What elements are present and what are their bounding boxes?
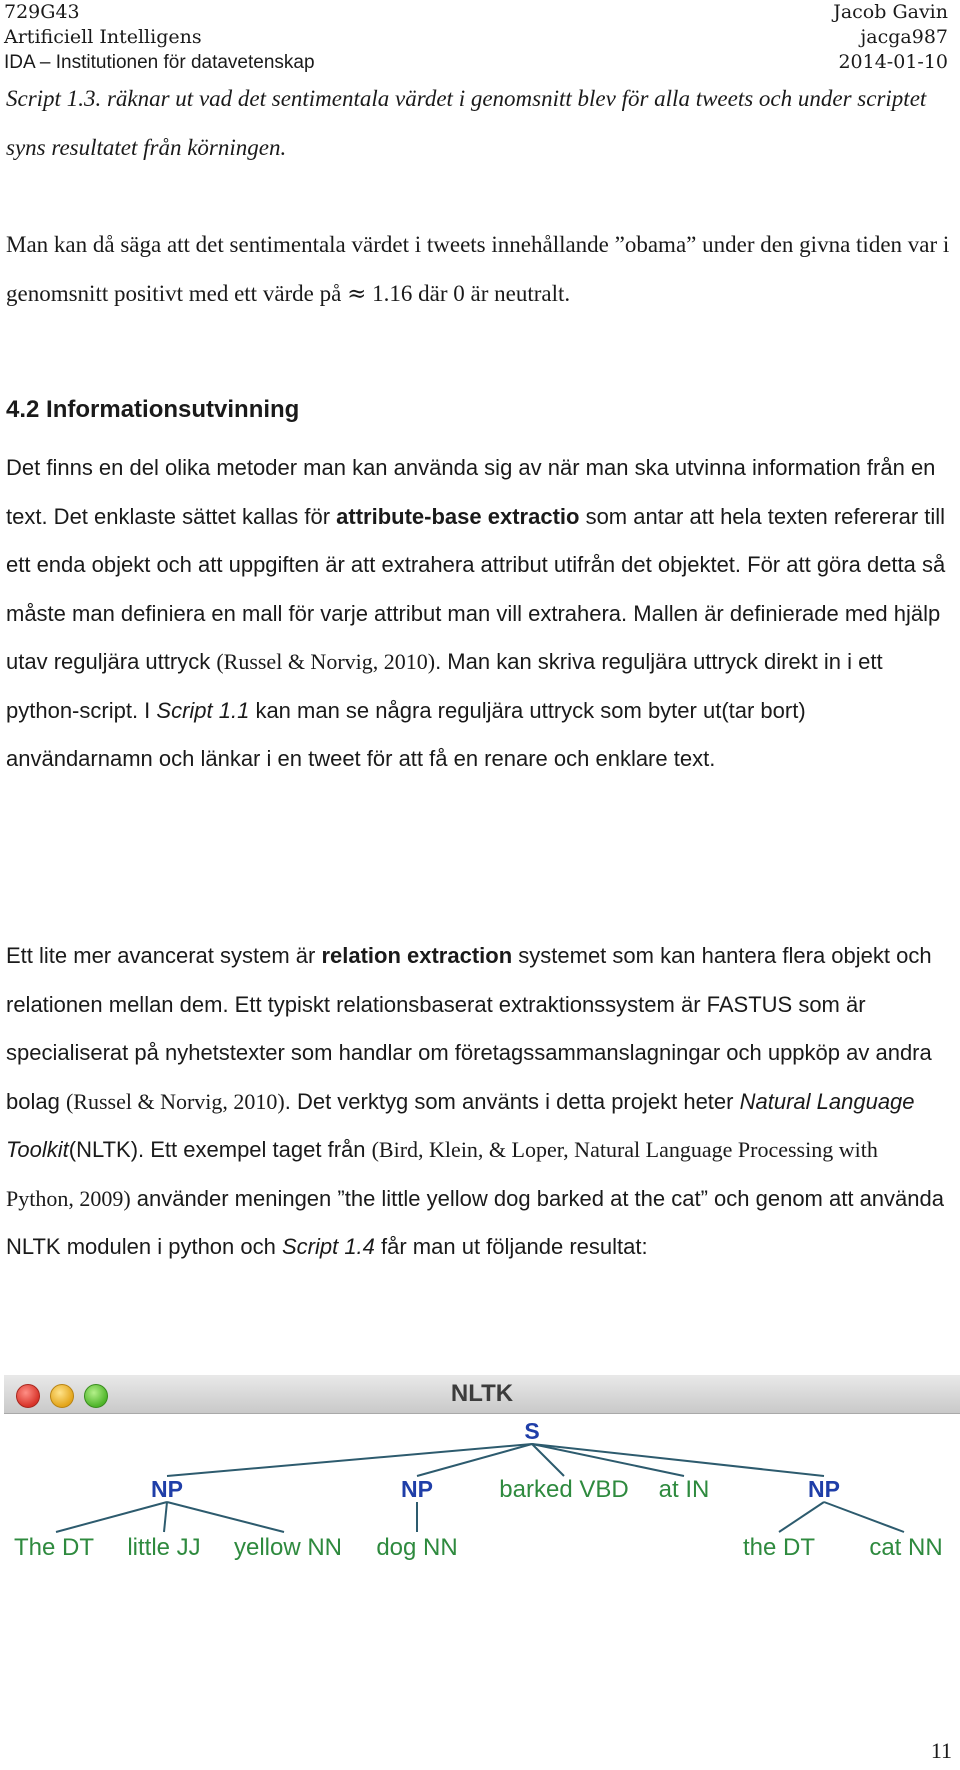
edge-np1-the bbox=[56, 1502, 167, 1532]
para3-script-ref: Script 1.4 bbox=[281, 1234, 375, 1259]
para2-script-ref: Script 1.1 bbox=[156, 697, 250, 723]
para3-text2: systemet som kan hantera flera objekt och relationen mellan dem. Ett typiskt relationsbaserat extraktionssystem är FASTUS som är specialiserat på nyhetstexter som handlar om företagssammanslagningar och uppköp av andra bolag bbox=[6, 943, 932, 1114]
department: IDA – Institutionen för datavetenskap bbox=[4, 52, 315, 73]
parse-tree bbox=[4, 1414, 960, 1574]
tree-leaf-the-2: the DT bbox=[742, 1534, 816, 1561]
para2-bold-term: attribute-base extractio bbox=[336, 503, 580, 529]
tree-leaf-barked: barked VBD bbox=[499, 1476, 629, 1503]
tree-node-s: S bbox=[524, 1418, 540, 1444]
paragraph-sentiment-result bbox=[6, 221, 951, 318]
header-right bbox=[833, 0, 948, 75]
para3-text3: . Det verktyg som använts i detta projekt heter bbox=[284, 1088, 740, 1114]
parse-tree-canvas bbox=[4, 1414, 960, 1574]
user-id: jacga987 bbox=[860, 26, 948, 48]
paragraph-attribute-extraction bbox=[6, 444, 951, 784]
window-title: NLTK bbox=[450, 1380, 514, 1407]
header-left bbox=[4, 0, 315, 75]
para3-text1: Ett lite mer avancerat system är bbox=[6, 943, 322, 968]
para2-text4: kan man se några reguljära uttryck som byter ut(tar bort) användarnamn och länkar i en tweet för att få en renare och enklare text. bbox=[6, 697, 806, 771]
edge-s-np3 bbox=[532, 1444, 824, 1476]
window-titlebar bbox=[4, 1375, 960, 1414]
nltk-window bbox=[4, 1375, 960, 1575]
para1-part2: 1.16 där 0 är neutralt. bbox=[366, 280, 571, 306]
paragraph-relation-extraction bbox=[6, 932, 951, 1272]
tree-edges bbox=[56, 1444, 904, 1532]
page-number: 11 bbox=[930, 1738, 952, 1763]
tree-leaf-little: little JJ bbox=[127, 1534, 201, 1561]
edge-np3-the bbox=[779, 1502, 824, 1532]
course-code: 729G43 bbox=[4, 1, 80, 23]
script-caption bbox=[6, 75, 951, 172]
para2-text3: . Man kan skriva reguljära uttryck direkt in i ett python-script. I bbox=[6, 649, 883, 723]
para3-text6: får man ut följande resultat: bbox=[374, 1234, 648, 1259]
para2-text1: Det finns en del olika metoder man kan använda sig av när man ska utvinna information från en text. Det enklaste sättet kallas för bbox=[6, 455, 936, 529]
approx-symbol: ≈ bbox=[347, 280, 367, 307]
tree-node-np-1: NP bbox=[151, 1476, 183, 1502]
tree-node-np-3: NP bbox=[808, 1476, 840, 1502]
para3-citation-2: (Bird, Klein, & Loper, Natural Language Processing with Python, 2009) bbox=[6, 1137, 878, 1211]
para3-text4: (NLTK). Ett exempel taget från bbox=[68, 1137, 372, 1162]
para1-part1: Man kan då säga att det sentimentala värdet i tweets innehållande ”obama” under den givna tiden var i genomsnitt positivt med ett värde på bbox=[6, 232, 950, 306]
tree-node-np-2: NP bbox=[401, 1476, 433, 1502]
para3-text5: använder meningen ”the little yellow dog barked at the cat” och genom att använda NLTK modulen i python och bbox=[6, 1185, 944, 1259]
para3-bold-term: relation extraction bbox=[321, 943, 513, 968]
tree-leaf-at: at IN bbox=[658, 1476, 710, 1503]
edge-np1-yellow bbox=[167, 1502, 284, 1532]
tree-leaf-dog: dog NN bbox=[376, 1534, 458, 1561]
course-name: Artificiell Intelligens bbox=[4, 26, 202, 48]
tree-leaf-cat: cat NN bbox=[869, 1534, 943, 1561]
para3-citation-1: (Russel & Norvig, 2010) bbox=[65, 1088, 285, 1114]
edge-np3-cat bbox=[824, 1502, 904, 1532]
para3-toolkit-name: Natural Language Toolkit bbox=[6, 1088, 915, 1162]
author-name: Jacob Gavin bbox=[833, 1, 948, 23]
tree-leaf-the: The DT bbox=[13, 1534, 95, 1561]
para2-text2: som antar att hela texten refererar till ett enda objekt och att uppgiften är att extrahera attribut utifrån det objektet. För att göra detta så måste man definiera en mall för varje attribut man vill extrahera. Mallen är definierade med hjälp utav reguljära uttryck bbox=[6, 503, 946, 674]
edge-s-at bbox=[532, 1444, 684, 1476]
caption-text: Script 1.3. räknar ut vad det sentimentala värdet i genomsnitt blev för alla tweets och under scriptet syns resultatet från körningen. bbox=[6, 86, 927, 160]
document-date: 2014-01-10 bbox=[838, 51, 948, 73]
para2-citation: (Russel & Norvig, 2010) bbox=[216, 649, 436, 674]
section-heading: 4.2 Informationsutvinning bbox=[6, 396, 300, 423]
edge-np1-little bbox=[164, 1502, 167, 1532]
tree-leaf-yellow: yellow NN bbox=[233, 1534, 343, 1561]
